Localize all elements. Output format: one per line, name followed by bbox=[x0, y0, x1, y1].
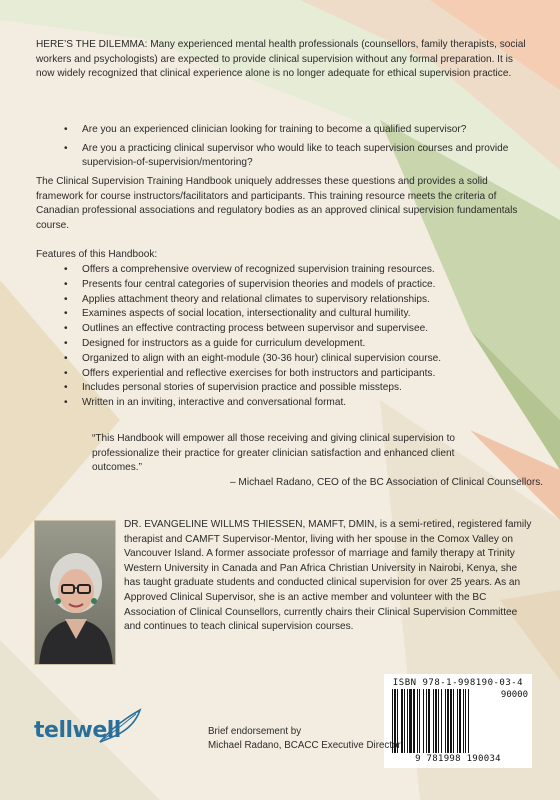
features-heading: Features of this Handbook: bbox=[36, 249, 158, 260]
feature-item: • Designed for instructors as a guide for curriculum development. bbox=[60, 337, 530, 352]
author-bio: DR. EVANGELINE WILLMS THIESSEN, MAMFT, DMIN, is a semi-retired, registered family therapist and CAMFT Supervisor-Mentor, living with her spouse in the Comox Valley on Vancouver Island. A former associate professor of marriage and family therapy at Trinity Western University in Canada and Pan Africa Christian University in Nairobi, Kenya, she has taught graduate students and conducted clinical supervision for over 25 years. As an Approved Clinical Supervisor, she is an active member and volunteer with the BC Association of Clinical Counsellors, currently chairs their Clinical Supervision Committee and continues to teach clinical supervision courses. bbox=[124, 519, 532, 633]
feature-item: • Presents four central categories of supervision theories and models of practice. bbox=[60, 278, 530, 293]
feature-item: • Organized to align with an eight-module (30-36 hour) clinical supervision course. bbox=[60, 352, 530, 367]
author-portrait bbox=[34, 520, 116, 665]
intro-paragraph: HERE’S THE DILEMMA: Many experienced mental health professionals (counsellors, family therapists, social workers and psychologists) are expected to provide clinical supervision without any formal preparation. It is now widely recognized that clinical experience alone is no longer adequate for ethical supervision practice. bbox=[36, 39, 526, 80]
feather-quill-icon bbox=[96, 708, 144, 744]
feature-item: • Offers experiential and reflective exercises for both instructors and participants. bbox=[60, 367, 530, 382]
endorsement-line-1: Brief endorsement by bbox=[208, 726, 302, 737]
endorsement-quote: “This Handbook will empower all those receiving and giving clinical supervision to professionalize their practice for greater clinician satisfaction and enhanced client outcomes.” bbox=[92, 433, 455, 474]
feature-item: • Outlines an effective contracting process between supervisor and supervisee. bbox=[60, 322, 530, 337]
publisher-logo bbox=[34, 708, 144, 744]
feature-item: • Includes personal stories of supervision practice and possible missteps. bbox=[60, 381, 530, 396]
barcode-bars bbox=[390, 689, 526, 753]
feature-item: • Applies attachment theory and relational climates to supervisory relationships. bbox=[60, 293, 530, 308]
features-list bbox=[60, 263, 530, 411]
question-item: • Are you an experienced clinician looking for training to become a qualified supervisor? bbox=[60, 123, 530, 138]
barcode-digits: 9 781998 190034 bbox=[415, 754, 501, 764]
feature-item: • Examines aspects of social location, intersectionality and cultural humility. bbox=[60, 307, 530, 322]
isbn-barcode bbox=[384, 674, 532, 768]
isbn-number: ISBN 978-1-998190-03-4 bbox=[392, 678, 524, 688]
endorsement-line-2: Michael Radano, BCACC Executive Director bbox=[208, 740, 401, 751]
quote-attribution: – Michael Radano, CEO of the BC Association of Clinical Counsellors. bbox=[230, 477, 544, 488]
feature-item: • Written in an inviting, interactive and conversational format. bbox=[60, 396, 530, 411]
endorsement-credit bbox=[208, 725, 401, 753]
description-paragraph: The Clinical Supervision Training Handbook uniquely addresses these questions and provides a solid framework for course instructors/facilitators and participants. This training resource meets the criteria of Canadian professional associations and regulatory bodies as an approved clinical supervision fundamentals course. bbox=[36, 176, 518, 231]
question-list bbox=[60, 123, 530, 175]
question-item: • Are you a practicing clinical supervisor who would like to teach supervision courses and provide supervision-of-supervision/mentoring? bbox=[60, 142, 530, 171]
feature-item: • Offers a comprehensive overview of recognized supervision training resources. bbox=[60, 263, 530, 278]
publisher-name: tellwell bbox=[34, 718, 121, 743]
price-code: 90000 bbox=[500, 690, 528, 700]
